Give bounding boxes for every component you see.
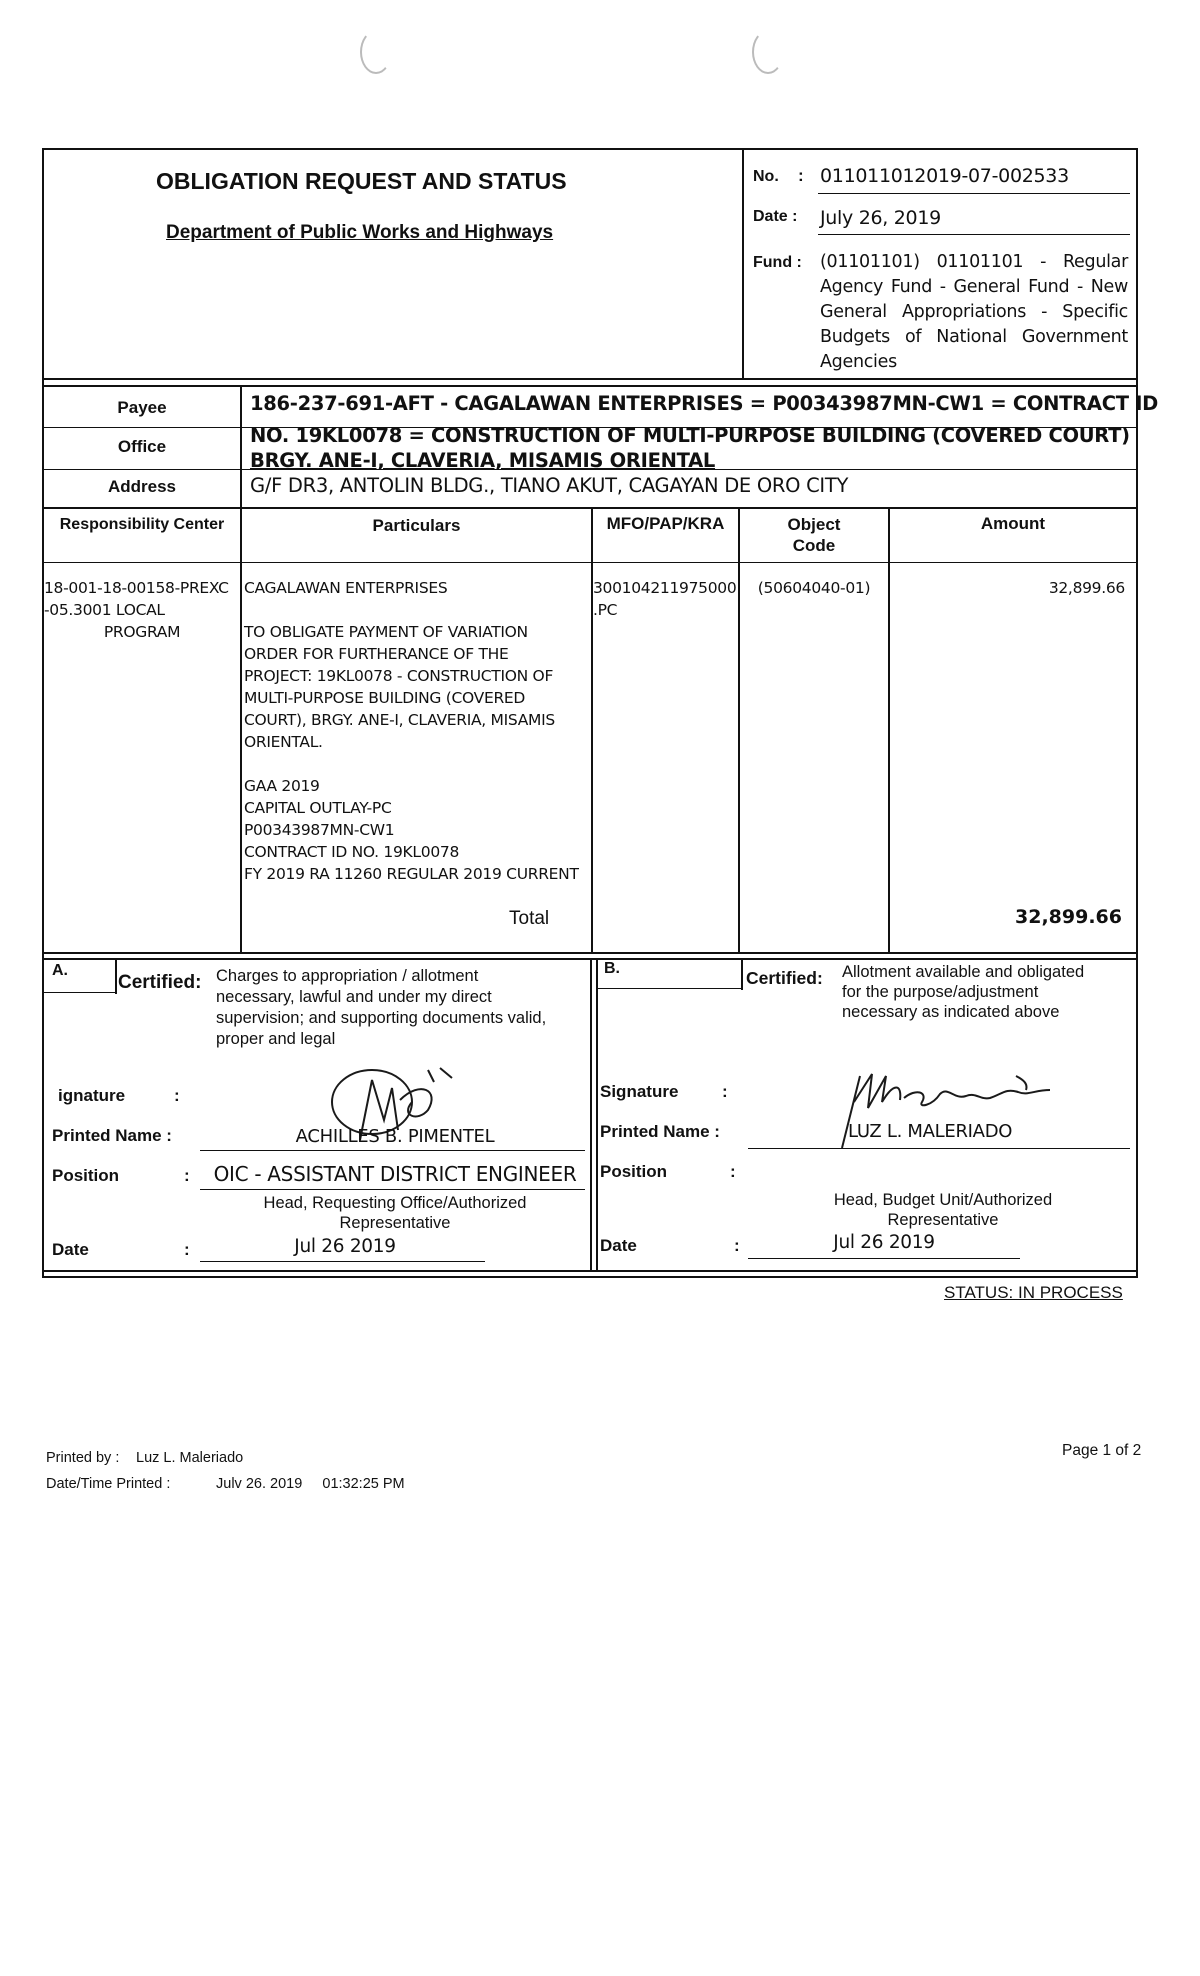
mfo-line: 300104211975000 (593, 579, 737, 597)
office-line-1: NO. 19KL0078 = CONSTRUCTION OF MULTI-PURPOSE BUILDING (COVERED COURT) (250, 424, 1130, 447)
section-a-signature-colon: : (174, 1086, 180, 1105)
certified-a-line: necessary, lawful and under my direct (216, 988, 492, 1006)
position-b-sub-line: Head, Budget Unit/Authorized (833, 1191, 1053, 1209)
section-a-position-sub (200, 1193, 590, 1233)
section-a-signature-label: ignature (58, 1086, 126, 1105)
section-a-position-label: Position (52, 1166, 120, 1185)
fund-description (820, 250, 1128, 375)
date-label: Date : (753, 208, 798, 225)
object-code: (50604040-01) (757, 579, 871, 597)
section-a-date: Jul 26 2019 (294, 1236, 396, 1257)
particulars-line: CAPITAL OUTLAY-PC (244, 799, 392, 817)
particulars-cell (244, 577, 589, 885)
object-code-cell (740, 577, 888, 599)
section-b-position-colon: : (730, 1162, 736, 1181)
status-text: STATUS: IN PROCESS (944, 1283, 1123, 1302)
particulars-line: MULTI-PURPOSE BUILDING (COVERED (244, 689, 526, 707)
form-title: OBLIGATION REQUEST AND STATUS (156, 168, 567, 194)
amount-value: 32,899.66 (1048, 579, 1125, 597)
total-amount: 32,899.66 (1015, 906, 1122, 928)
certified-a-line: Charges to appropriation / allotment (216, 967, 479, 985)
section-a-date-colon: : (184, 1240, 190, 1259)
section-b-date: Jul 26 2019 (833, 1232, 935, 1253)
address-value: G/F DR3, ANTOLIN BLDG., TIANO AKUT, CAGAYAN DE ORO CITY (250, 474, 849, 497)
section-b-position-sub (748, 1190, 1138, 1230)
certified-b-line: necessary as indicated above (842, 1003, 1060, 1021)
fund-line: (01101101) 01101101 - Regular (820, 252, 1128, 272)
office-label: Office (117, 437, 167, 456)
certified-a-line: proper and legal (216, 1030, 336, 1048)
section-a-printed-name-label: Printed Name : (52, 1126, 172, 1145)
section-a-position-colon: : (184, 1166, 190, 1185)
fund-line: Budgets of National Government (820, 327, 1128, 347)
particulars-line: ORDER FOR FURTHERANCE OF THE (244, 645, 509, 663)
fund-line: Agencies (820, 352, 897, 372)
section-a-date-label: Date (52, 1240, 89, 1259)
certified-b-line: Allotment available and obligated (842, 963, 1085, 981)
mfo-pap-kra-cell (593, 577, 738, 621)
department-name: Department of Public Works and Highways (166, 222, 554, 243)
certified-a-line: supervision; and supporting documents valid, (216, 1009, 547, 1027)
punch-hole-mark-left (360, 30, 392, 74)
datetime-printed-value: Julv 26. 2019 01:32:25 PM (216, 1476, 405, 1492)
number-label: No. (753, 168, 779, 185)
section-b-certified-text (842, 962, 1084, 1022)
section-a-printed-name: ACHILLES B. PIMENTEL (295, 1126, 495, 1147)
printed-by-label: Printed by : (46, 1450, 120, 1466)
total-label: Total (509, 908, 550, 929)
payee-value: 186-237-691-AFT - CAGALAWAN ENTERPRISES = P00343987MN-CW1 = CONTRACT ID (250, 392, 1159, 415)
fund-label: Fund : (753, 254, 802, 271)
position-a-sub-line: Representative (339, 1214, 451, 1232)
obligation-number: 011011012019-07-002533 (820, 165, 1069, 187)
payee-label: Payee (117, 398, 167, 417)
fund-line: Agency Fund - General Fund - New (820, 277, 1128, 297)
punch-hole-mark-right (752, 30, 784, 74)
amount-cell (890, 577, 1125, 599)
mfo-line: .PC (593, 601, 618, 619)
particulars-line: TO OBLIGATE PAYMENT OF VARIATION (244, 623, 528, 641)
particulars-line: CAGALAWAN ENTERPRISES (244, 579, 448, 597)
section-b-signature-label: Signature (600, 1082, 679, 1101)
datetime-printed-label: Date/Time Printed : (46, 1476, 171, 1492)
rc-line: -05.3001 LOCAL (44, 601, 165, 619)
office-line-2: BRGY. ANE-I, CLAVERIA, MISAMIS ORIENTAL (250, 449, 716, 472)
section-a-position: OIC - ASSISTANT DISTRICT ENGINEER (213, 1162, 577, 1186)
column-header-object-code: Object Code (787, 515, 841, 555)
particulars-line (244, 753, 589, 775)
section-a-certified-text (216, 966, 546, 1050)
section-b-letter: B. (604, 960, 620, 977)
section-b-printed-name-label: Printed Name : (600, 1122, 720, 1141)
position-b-sub-line: Representative (887, 1211, 999, 1229)
fund-line: General Appropriations - Specific (820, 302, 1128, 322)
column-header-responsibility-center: Responsibility Center (59, 516, 225, 533)
column-header-particulars: Particulars (372, 516, 461, 535)
particulars-line: PROJECT: 19KL0078 - CONSTRUCTION OF (244, 667, 554, 685)
section-b-certified-label: Certified: (746, 968, 823, 988)
particulars-line: CONTRACT ID NO. 19KL0078 (244, 843, 459, 861)
section-a-certified-label: Certified: (118, 972, 202, 993)
particulars-line: ORIENTAL. (244, 733, 323, 751)
section-b-date-label: Date (600, 1236, 637, 1255)
page-number: Page 1 of 2 (1062, 1442, 1142, 1459)
printed-by-value: Luz L. Maleriado (136, 1450, 244, 1466)
rc-line: 18-001-18-00158-PREXC (44, 579, 229, 597)
section-b-position-label: Position (600, 1162, 668, 1181)
section-b-printed-name: LUZ L. MALERIADO (848, 1121, 1013, 1142)
address-label: Address (107, 477, 177, 496)
particulars-line: GAA 2019 (244, 777, 320, 795)
particulars-line: P00343987MN-CW1 (244, 821, 395, 839)
particulars-line: COURT), BRGY. ANE-I, CLAVERIA, MISAMIS (244, 711, 555, 729)
column-header-amount: Amount (980, 514, 1046, 533)
obligation-date: July 26, 2019 (820, 207, 941, 229)
certified-b-line: for the purpose/adjustment (842, 983, 1039, 1001)
particulars-line (244, 599, 589, 621)
section-b-signature-colon: : (722, 1082, 728, 1101)
responsibility-center-cell (44, 577, 240, 643)
section-b-date-colon: : (734, 1236, 740, 1255)
column-header-mfo-pap-kra: MFO/PAP/KRA (606, 514, 725, 533)
position-a-sub-line: Head, Requesting Office/Authorized (263, 1194, 527, 1212)
rc-line: PROGRAM (103, 623, 181, 641)
particulars-line: FY 2019 RA 11260 REGULAR 2019 CURRENT (244, 865, 579, 883)
section-a-letter: A. (52, 962, 68, 979)
number-colon: : (798, 166, 804, 185)
